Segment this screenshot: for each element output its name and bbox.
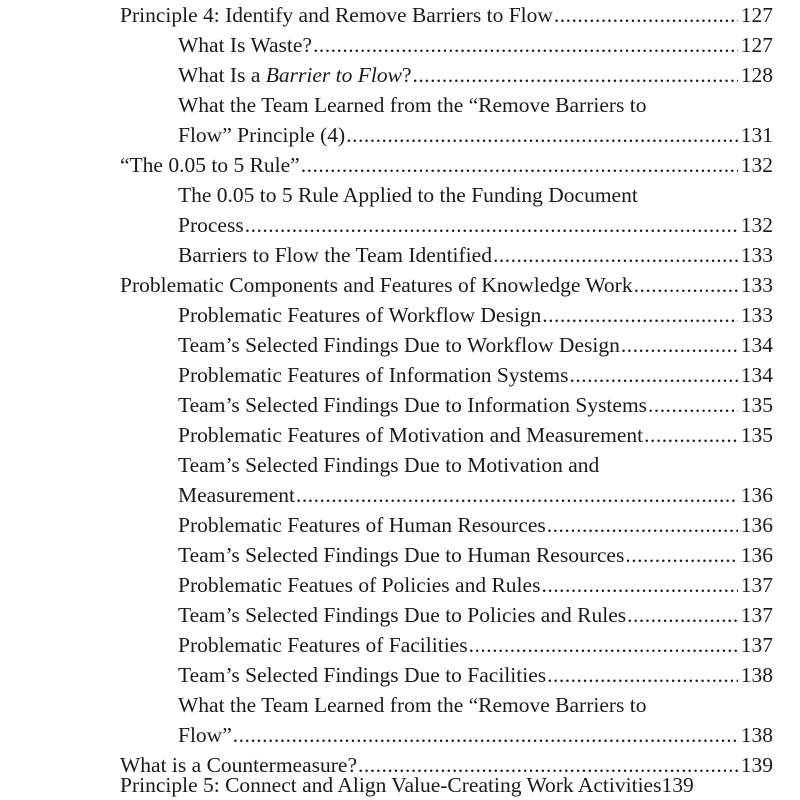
toc-entry-what-is-waste[interactable] bbox=[178, 30, 773, 60]
toc-entry-page: 134 bbox=[740, 363, 773, 387]
dot-leader bbox=[634, 270, 738, 300]
toc-entry-title: What Is Waste? bbox=[178, 33, 312, 57]
dot-leader bbox=[621, 330, 738, 360]
toc-entry-features-facilities[interactable] bbox=[178, 630, 773, 660]
toc-entry-page: 133 bbox=[740, 243, 773, 267]
dot-leader bbox=[469, 630, 738, 660]
toc-entry-title-continued: Process bbox=[178, 213, 244, 237]
dot-leader bbox=[570, 360, 738, 390]
toc-entry-title: “The 0.05 to 5 Rule” bbox=[120, 153, 300, 177]
dot-leader bbox=[542, 300, 737, 330]
toc-entry-page: 137 bbox=[740, 633, 773, 657]
toc-entry-page: 139 bbox=[661, 773, 694, 797]
dot-leader bbox=[547, 510, 738, 540]
toc-entry-problematic-components[interactable] bbox=[120, 270, 773, 300]
toc-entry-features-information-systems[interactable] bbox=[178, 360, 773, 390]
toc-entry-team-learned-principle-4-cont[interactable] bbox=[178, 120, 773, 150]
toc-entry-barrier-to-flow[interactable] bbox=[178, 60, 773, 90]
toc-entry-findings-human-resources[interactable] bbox=[178, 540, 773, 570]
dot-leader bbox=[313, 30, 738, 60]
toc-entry-findings-motivation-measurement[interactable] bbox=[178, 450, 773, 480]
toc-entry-findings-facilities[interactable] bbox=[178, 660, 773, 690]
dot-leader bbox=[541, 570, 737, 600]
toc-entry-page: 128 bbox=[740, 63, 773, 87]
toc-entry-page: 127 bbox=[740, 33, 773, 57]
toc-entry-title: Team’s Selected Findings Due to Workflow Design bbox=[178, 333, 620, 357]
toc-entry-page: 127 bbox=[740, 3, 773, 27]
toc-entry-page: 133 bbox=[740, 273, 773, 297]
dot-leader bbox=[412, 60, 737, 90]
dot-leader bbox=[346, 120, 738, 150]
toc-entry-title: What the Team Learned from the “Remove Barriers to bbox=[178, 693, 647, 717]
toc-entry-findings-workflow-design[interactable] bbox=[178, 330, 773, 360]
toc-entry-title: Principle 4: Identify and Remove Barriers to Flow bbox=[120, 3, 553, 27]
dot-leader bbox=[233, 720, 738, 750]
toc-entry-page: 135 bbox=[740, 393, 773, 417]
toc-entry-title: Team’s Selected Findings Due to Motivation and bbox=[178, 453, 600, 477]
toc-entry-title: Problematic Components and Features of Knowledge Work bbox=[120, 273, 633, 297]
toc-entry-page: 136 bbox=[740, 543, 773, 567]
toc-entry-title: Team’s Selected Findings Due to Human Resources bbox=[178, 543, 625, 567]
toc-entry-principle-4[interactable] bbox=[120, 0, 773, 30]
toc-entry-page: 136 bbox=[740, 513, 773, 537]
toc-entry-page: 138 bbox=[740, 663, 773, 687]
toc-entry-title: Team’s Selected Findings Due to Information Systems bbox=[178, 393, 648, 417]
dot-leader bbox=[554, 0, 738, 30]
toc-entry-page: 136 bbox=[740, 483, 773, 507]
toc-entry-title: Problematic Features of Human Resources bbox=[178, 513, 546, 537]
dot-leader bbox=[547, 660, 738, 690]
toc-entry-page: 137 bbox=[740, 573, 773, 597]
toc-entry-rule-applied-cont[interactable] bbox=[178, 210, 773, 240]
toc-entry-title-continued: Flow” bbox=[178, 723, 232, 747]
toc-entry-page: 137 bbox=[740, 603, 773, 627]
toc-entry-findings-policies-rules[interactable] bbox=[178, 600, 773, 630]
toc-entry-page: 132 bbox=[740, 153, 773, 177]
toc-entry-features-workflow-design[interactable] bbox=[178, 300, 773, 330]
toc-entry-title: The 0.05 to 5 Rule Applied to the Funding Document bbox=[178, 183, 638, 207]
toc-entry-title-italic: Barrier to Flow bbox=[265, 63, 402, 87]
toc-entry-findings-motivation-measurement-cont[interactable] bbox=[178, 480, 773, 510]
toc-entry-title: Problematic Features of Information Systems bbox=[178, 363, 569, 387]
toc-entry-barriers-identified[interactable] bbox=[178, 240, 773, 270]
toc-entry-title: What is a Countermeasure? bbox=[120, 753, 358, 777]
toc-entry-team-learned-principle-4[interactable] bbox=[178, 90, 773, 120]
toc-entry-title: Problematic Features of Motivation and Measurement bbox=[178, 423, 644, 447]
dot-leader bbox=[648, 390, 738, 420]
toc-entry-title: Problematic Features of Workflow Design bbox=[178, 303, 542, 327]
toc-entry-page: 138 bbox=[740, 723, 773, 747]
toc-entry-title: What the Team Learned from the “Remove Barriers to bbox=[178, 93, 647, 117]
dot-leader bbox=[625, 540, 737, 570]
toc-entry-team-learned-remove-barriers-cont[interactable] bbox=[178, 720, 773, 750]
toc-entry-title: Problematic Featues of Policies and Rules bbox=[178, 573, 541, 597]
toc-entry-title: Team’s Selected Findings Due to Policies and Rules bbox=[178, 603, 627, 627]
toc-entry-features-motivation-measurement[interactable] bbox=[178, 420, 773, 450]
dot-leader bbox=[296, 480, 738, 510]
toc-entry-features-human-resources[interactable] bbox=[178, 510, 773, 540]
toc-entry-page: 132 bbox=[740, 213, 773, 237]
toc-entry-principle-5[interactable] bbox=[120, 770, 788, 800]
toc-entry-title: What Is a Barrier to Flow? bbox=[178, 63, 412, 87]
toc-entry-title: Principle 5: Connect and Align Value-Creating Work Activities bbox=[120, 773, 662, 797]
toc-entry-title: Barriers to Flow the Team Identified bbox=[178, 243, 492, 267]
dot-leader bbox=[245, 210, 738, 240]
toc-entry-features-policies-rules[interactable] bbox=[178, 570, 773, 600]
toc-entry-title: Problematic Features of Facilities bbox=[178, 633, 468, 657]
toc-entry-rule-applied[interactable] bbox=[178, 180, 773, 210]
toc-entry-title-continued: Flow” Principle (4) bbox=[178, 123, 346, 147]
toc-entry-team-learned-remove-barriers[interactable] bbox=[178, 690, 773, 720]
toc-entry-title: Team’s Selected Findings Due to Facilities bbox=[178, 663, 547, 687]
dot-leader bbox=[301, 150, 738, 180]
toc-entry-title-continued: Measurement bbox=[178, 483, 296, 507]
toc-entry-page: 139 bbox=[740, 753, 773, 777]
toc-entry-findings-information-systems[interactable] bbox=[178, 390, 773, 420]
toc-entry-page: 135 bbox=[740, 423, 773, 447]
toc-entry-page: 133 bbox=[740, 303, 773, 327]
toc-entry-page: 131 bbox=[740, 123, 773, 147]
dot-leader bbox=[644, 420, 738, 450]
dot-leader bbox=[493, 240, 738, 270]
toc-entry-005-to-5-rule[interactable] bbox=[120, 150, 773, 180]
dot-leader bbox=[627, 600, 738, 630]
toc-entry-page: 134 bbox=[740, 333, 773, 357]
